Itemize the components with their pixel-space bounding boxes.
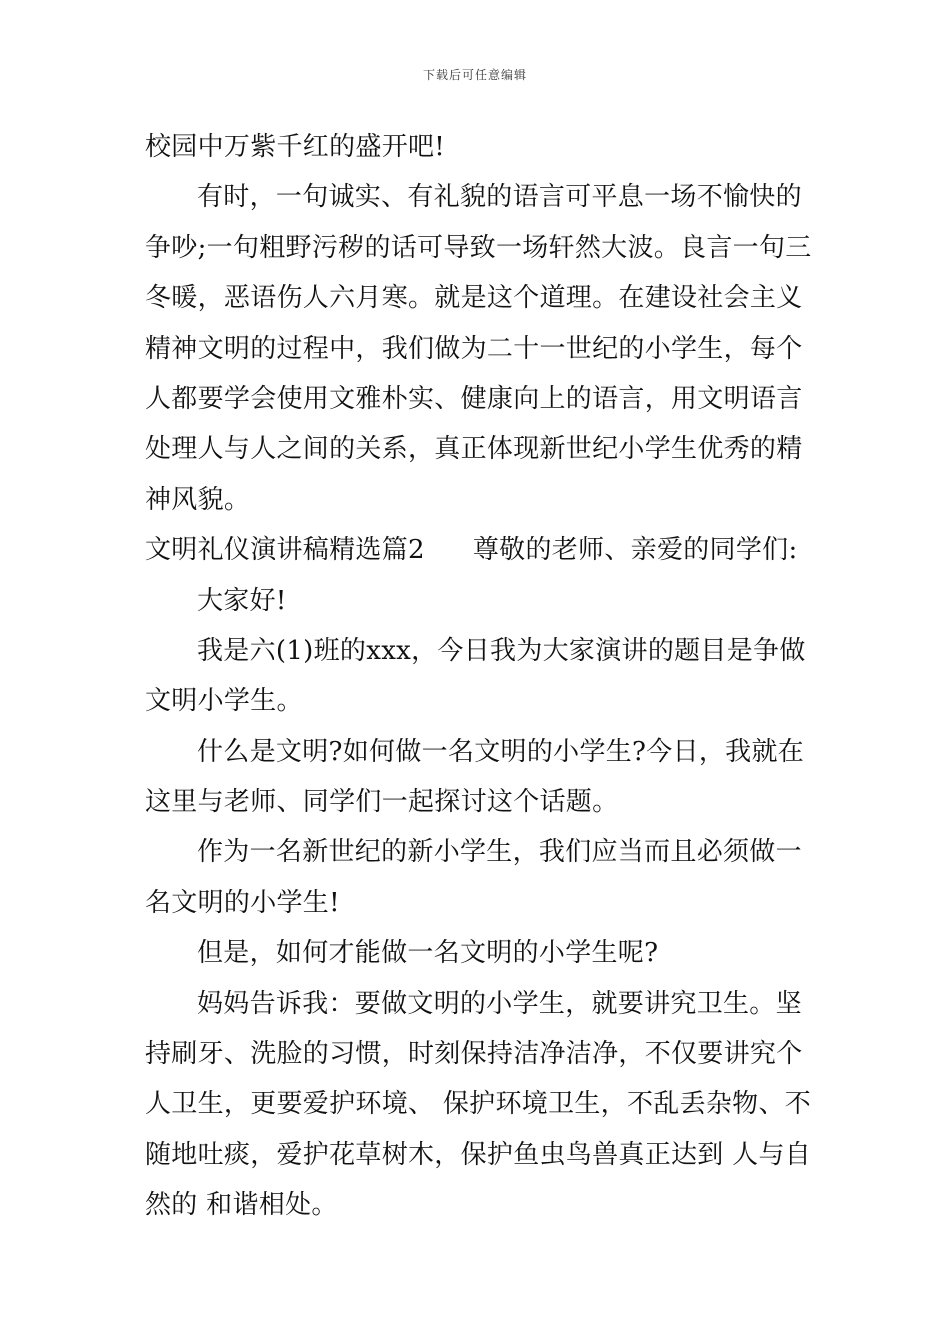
paragraph-line: 冬暖，恶语伤人六月寒。就是这个道理。在建设社会主义 [145, 283, 803, 314]
paragraph-line: 争吵;一句粗野污秽的话可导致一场轩然大波。良言一句三 [145, 232, 812, 263]
paragraph-line: 有时，一句诚实、有礼貌的语言可平息一场不愉快的 [197, 182, 802, 213]
paragraph-line: 然的 和谐相处。 [145, 1190, 338, 1221]
paragraph-line: 文明小学生。 [145, 686, 303, 717]
paragraph-line: 妈妈告诉我：要做文明的小学生，就要讲究卫生。坚 [197, 988, 802, 1019]
paragraph-line: 随地吐痰，爱护花草树木，保护鱼虫鸟兽真正达到 人与自 [145, 1139, 812, 1170]
page-header: 下载后可任意编辑 [422, 68, 527, 82]
paragraph-line: 名文明的小学生! [145, 887, 340, 918]
paragraph-line: 这里与老师、同学们一起探讨这个话题。 [145, 787, 619, 818]
speech-title: 文明礼仪演讲稿精选篇2 [145, 535, 425, 566]
salutation: 尊敬的老师、亲爱的同学们: [472, 535, 798, 566]
paragraph-line: 什么是文明?如何做一名文明的小学生?今日，我就在 [197, 736, 805, 767]
paragraph-line: 处理人与人之间的关系，真正体现新世纪小学生优秀的精 [145, 434, 803, 465]
paragraph-line: 我是六(1)班的xxx，今日我为大家演讲的题目是争做 [197, 635, 806, 666]
document-body [145, 122, 812, 1231]
paragraph-line: 但是，如何才能做一名文明的小学生呢? [197, 938, 659, 969]
paragraph-line: 精神文明的过程中，我们做为二十一世纪的小学生，每个 [145, 333, 803, 364]
paragraph-line: 作为一名新世纪的新小学生，我们应当而且必须做一 [197, 837, 802, 868]
paragraph-line: 校园中万紫千红的盛开吧! [145, 132, 446, 162]
paragraph-line: 人卫生，更要爱护环境、 保护环境卫生，不乱丢杂物、不 [145, 1089, 812, 1120]
paragraph-line: 人都要学会使用文雅朴实、健康向上的语言，用文明语言 [145, 383, 803, 414]
section-heading [145, 525, 809, 575]
paragraph-line: 神风貌。 [145, 484, 251, 515]
greeting-line: 大家好! [197, 585, 287, 616]
paragraph-line: 持刷牙、洗脸的习惯，时刻保持洁净洁净，不仅要讲究个 [145, 1039, 803, 1070]
